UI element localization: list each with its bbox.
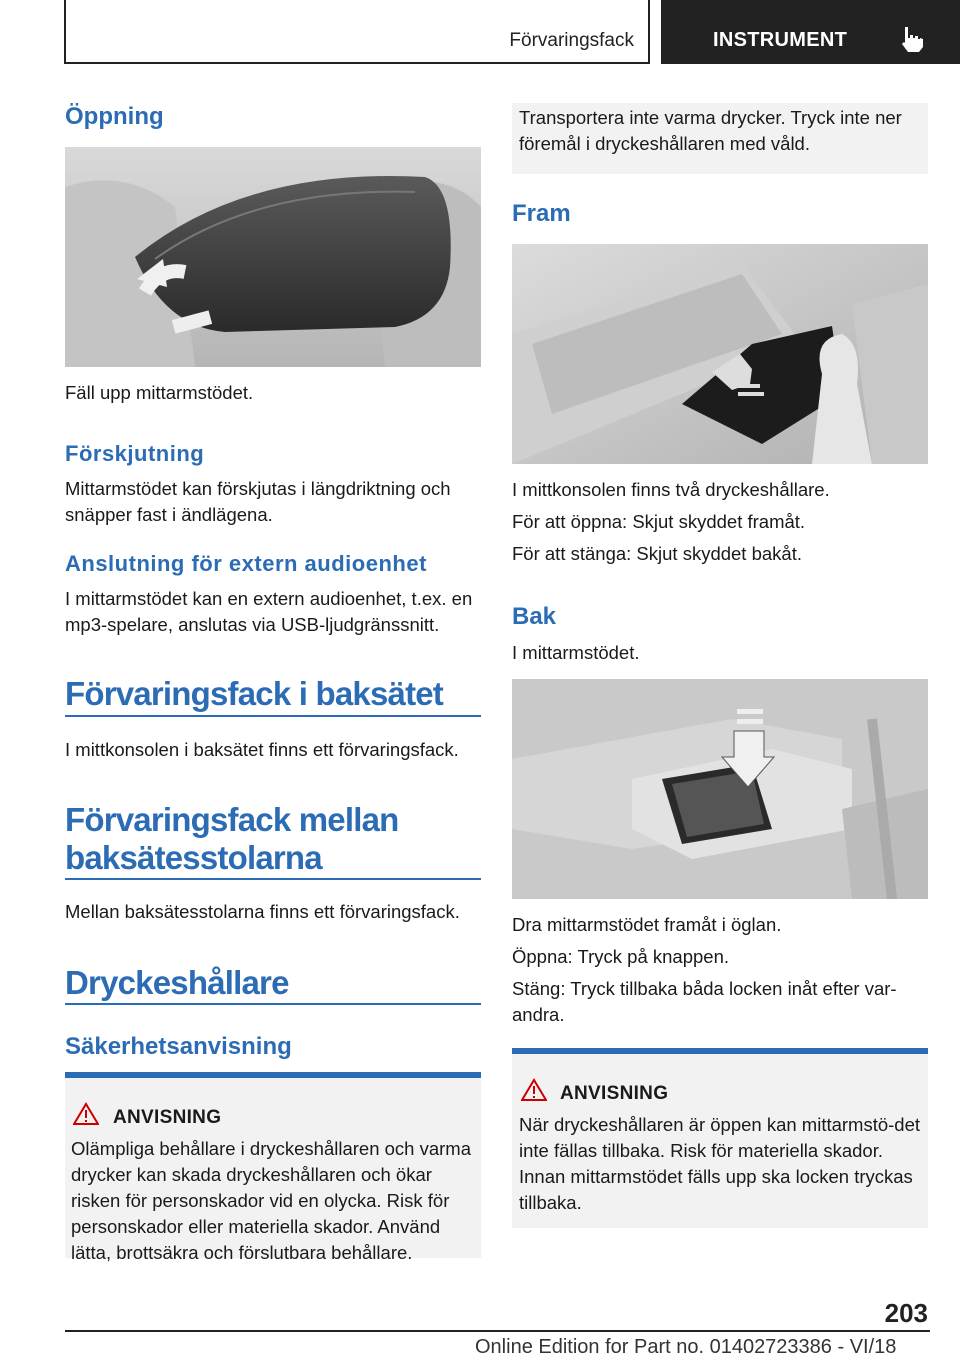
image-cupholder-front (512, 244, 928, 464)
header-chapter-box (661, 0, 960, 64)
image-cupholder-rear (512, 679, 928, 899)
text-bak-2: Öppna: Tryck på knappen. (512, 946, 729, 967)
text-bak-3: Stäng: Tryck tillbaka båda locken inåt efter var-andra. (512, 978, 897, 1025)
heading-sakerhetsanvisning: Säkerhetsanvisning (65, 1033, 292, 1060)
rule-mellan (65, 878, 481, 880)
text-mellan: Mellan baksätesstolarna finns ett förvaringsfack. (65, 901, 460, 922)
header-section-title: Förvaringsfack (509, 30, 634, 51)
warning-title-left: ANVISNING (113, 1107, 222, 1128)
footer-rule (65, 1330, 930, 1332)
page-number: 203 (884, 1298, 928, 1328)
warning-title-right: ANVISNING (560, 1083, 669, 1104)
heading-mellan: Förvaringsfack mellan baksätesstolarna (65, 801, 399, 876)
heading-oppning: Öppning (65, 103, 164, 130)
footer-edition: Online Edition for Part no. 01402723386 - VI/18 (475, 1336, 897, 1358)
image-armrest-open (65, 147, 481, 367)
text-forskjutning: Mittarmstödet kan förskjutas i längdriktning och snäpper fast i ändlägena. (65, 478, 451, 525)
heading-anslutning: Anslutning för extern audioenhet (65, 551, 427, 576)
heading-baksatet: Förvaringsfack i baksätet (65, 675, 443, 712)
note-box-top (512, 103, 928, 174)
warning-box-right (512, 1048, 928, 1228)
warning-triangle-icon (521, 1078, 547, 1102)
note-top-text: Transportera inte varma drycker. Tryck inte ner föremål i dryckeshållaren med våld. (519, 107, 902, 154)
warning-box-left (65, 1072, 481, 1263)
heading-dryckeshallare: Dryckeshållare (65, 964, 289, 1001)
text-fram-2: För att öppna: Skjut skyddet framåt. (512, 511, 806, 532)
rule-baksatet (65, 715, 481, 717)
header-section-box (64, 0, 650, 64)
warning-body-left: Olämpliga behållare i dryckeshållaren och varma drycker kan skada dryckeshållaren och ökar risken för personskador vid en olycka. Risk för personskador eller materiella skador. Använd lätta, brottsäkra och förslutbara behållare. (71, 1138, 471, 1263)
hand-pointer-icon (896, 24, 926, 54)
text-bak-0: I mittarmstödet. (512, 642, 640, 663)
heading-bak: Bak (512, 603, 557, 630)
text-fram-3: För att stänga: Skjut skyddet bakåt. (512, 543, 802, 564)
text-anslutning: I mittarmstödet kan en extern audioenhet, t.ex. en mp3-spelare, anslutas via USB-ljudgränssnitt. (65, 588, 473, 635)
heading-fram: Fram (512, 200, 571, 227)
warning-body-right: När dryckeshållaren är öppen kan mittarmstö-det inte fällas tillbaka. Risk för materiella skador. Innan mittarmstödet fälls upp ska locken tryckas tillbaka. (519, 1114, 921, 1213)
warning-triangle-icon (73, 1102, 99, 1126)
rule-dryckeshallare (65, 1003, 481, 1005)
text-baksatet: I mittkonsolen i baksätet finns ett förvaringsfack. (65, 739, 459, 760)
heading-forskjutning: Förskjutning (65, 441, 205, 466)
text-bak-1: Dra mittarmstödet framåt i öglan. (512, 914, 782, 935)
text-fram-1: I mittkonsolen finns två dryckeshållare. (512, 479, 830, 500)
caption-oppning: Fäll upp mittarmstödet. (65, 382, 254, 403)
header-chapter-title: INSTRUMENT (713, 29, 848, 51)
